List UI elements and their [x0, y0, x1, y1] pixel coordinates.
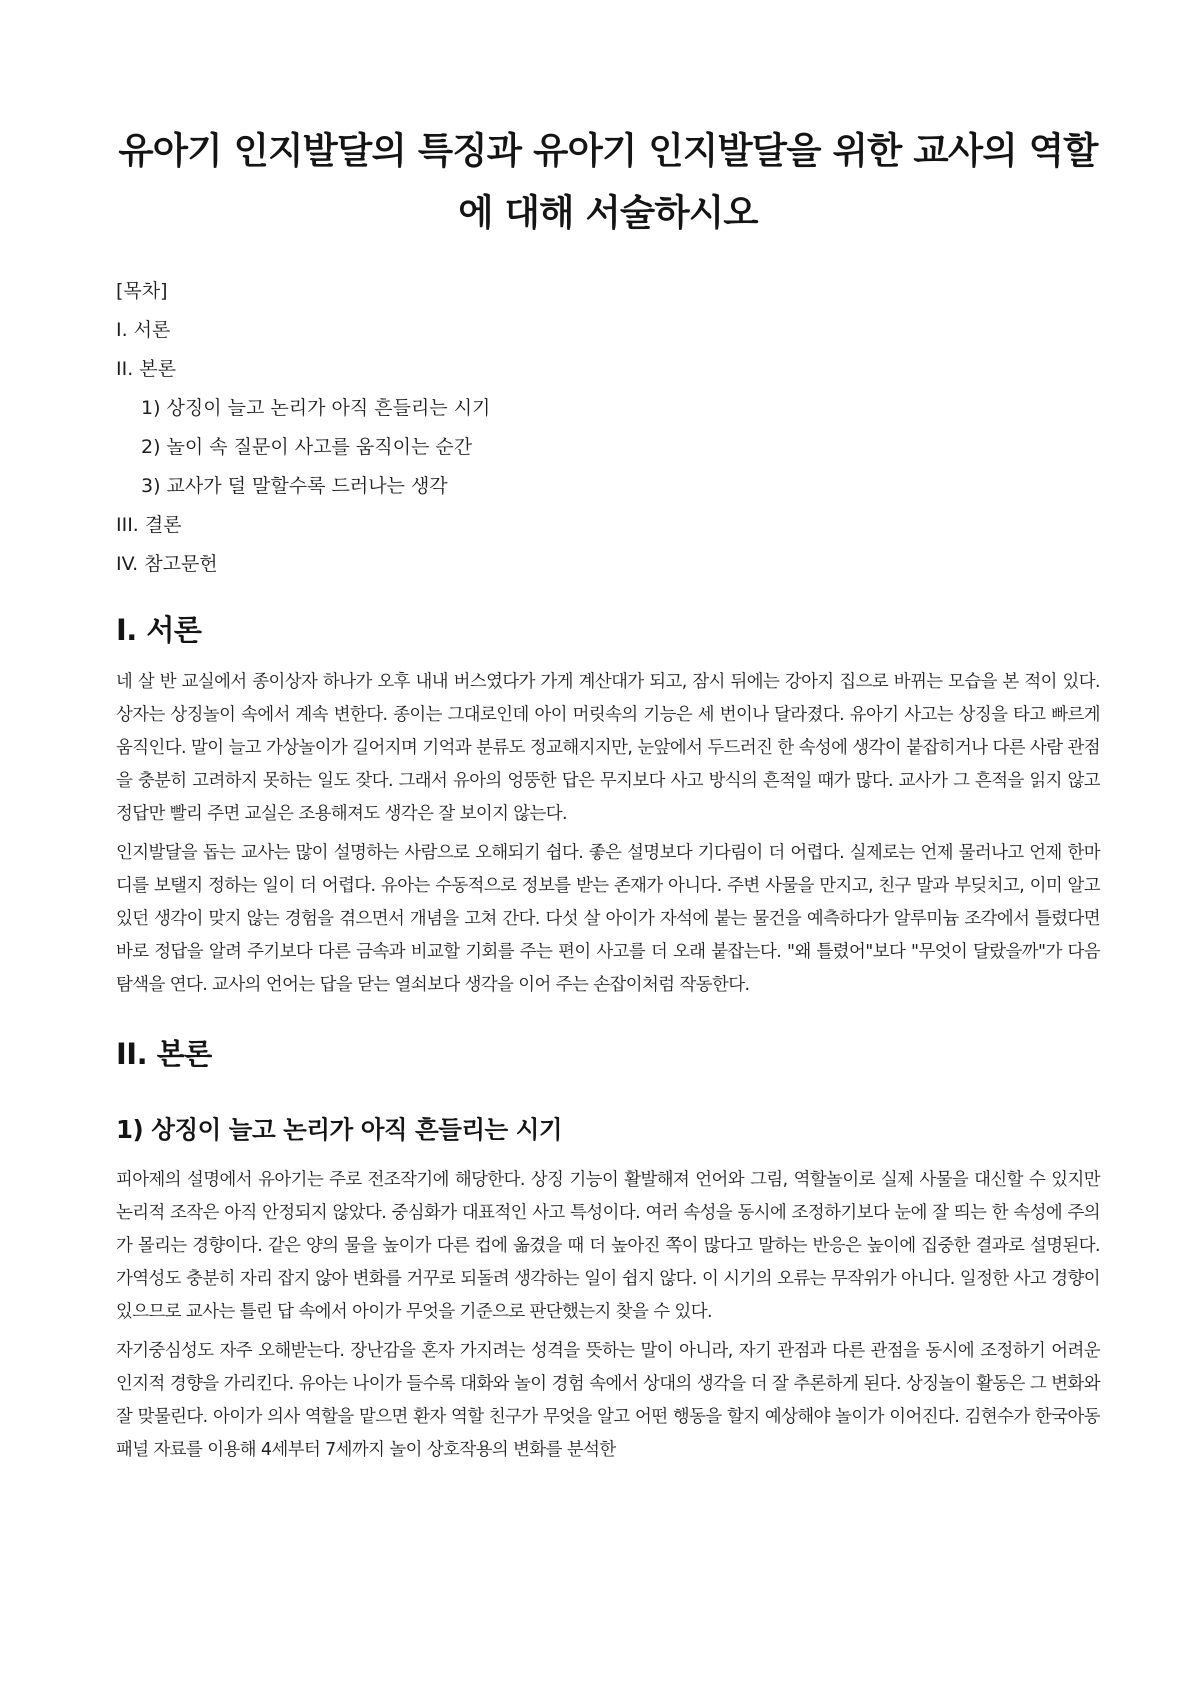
- subsection1-paragraph-1: 피아제의 설명에서 유아기는 주로 전조작기에 해당한다. 상징 기능이 활발해져 언어와 그림, 역할놀이로 실제 사물을 대신할 수 있지만 논리적 조작은 아직 안정되지 않았다. 중심화가 대표적인 사고 특성이다. 여러 속성을 동시에 조정하기보다 눈에 잘 띄는 한 속성에 주의가 몰리는 경향이다. 같은 양의 물을 높이가 다른 컵에 옮겼을 때 더 높아진 쪽이 많다고 말하는 반응은 높이에 집중한 결과로 설명된다. 가역성도 충분히 자리 잡지 않아 변화를 거꾸로 되돌려 생각하는 일이 쉽지 않다. 이 시기의 오류는 무작위가 아니다. 일정한 사고 경향이 있으므로 교사는 틀린 답 속에서 아이가 무엇을 기준으로 판단했는지 찾을 수 있다.: [116, 1170, 1100, 1322]
- toc-item-body-3: 3) 교사가 덜 말할수록 드러나는 생각: [141, 475, 448, 497]
- section-heading-body: II. 본론: [116, 1037, 212, 1071]
- toc-item-body-1: 1) 상징이 늘고 논리가 아직 흔들리는 시기: [141, 397, 491, 419]
- toc-item-body-2: 2) 놀이 속 질문이 사고를 움직이는 순간: [141, 436, 473, 458]
- table-of-contents: [116, 272, 1100, 584]
- section-heading-intro: I. 서론: [116, 613, 202, 647]
- subsection-heading-1: 1) 상징이 늘고 논리가 아직 흔들리는 시기: [116, 1115, 563, 1144]
- subsection1-paragraph-2: 자기중심성도 자주 오해받는다. 장난감을 혼자 가지려는 성격을 뜻하는 말이 아니라, 자기 관점과 다른 관점을 동시에 조정하기 어려운 인지적 경향을 가리킨다. 유아는 나이가 들수록 대화와 놀이 경험 속에서 상대의 생각을 더 잘 추론하게 된다. 상징놀이 활동은 그 변화와 잘 맞물린다. 아이가 의사 역할을 맡으면 환자 역할 친구가 무엇을 알고 어떤 행동을 할지 예상해야 놀이가 이어진다. 김현수가 한국아동패널 자료를 이용해 4세부터 7세까지 놀이 상호작용의 변화를 분석한: [116, 1341, 1100, 1460]
- toc-item-intro: I. 서론: [116, 319, 171, 341]
- intro-paragraph-2: 인지발달을 돕는 교사는 많이 설명하는 사람으로 오해되기 쉽다. 좋은 설명보다 기다림이 더 어렵다. 실제로는 언제 물러나고 언제 한마디를 보탤지 정하는 일이 더 어렵다. 유아는 수동적으로 정보를 받는 존재가 아니다. 주변 사물을 만지고, 친구 말과 부딪치고, 이미 알고 있던 생각이 맞지 않는 경험을 겪으면서 개념을 고쳐 간다. 다섯 살 아이가 자석에 붙는 물건을 예측하다가 알루미늄 조각에서 틀렸다면 바로 정답을 알려 주기보다 다른 금속과 비교할 기회를 주는 편이 사고를 더 오래 붙잡는다. "왜 틀렸어"보다 "무엇이 달랐을까"가 다음 탐색을 연다. 교사의 언어는 답을 닫는 열쇠보다 생각을 이어 주는 손잡이처럼 작동한다.: [116, 843, 1100, 995]
- toc-item-body: II. 본론: [116, 358, 176, 380]
- toc-label: [목차]: [116, 280, 168, 302]
- toc-item-references: IV. 참고문헌: [116, 553, 218, 575]
- toc-item-conclusion: III. 결론: [116, 514, 182, 536]
- intro-paragraph-1: 네 살 반 교실에서 종이상자 하나가 오후 내내 버스였다가 가게 계산대가 되고, 잠시 뒤에는 강아지 집으로 바뀌는 모습을 본 적이 있다. 상자는 상징놀이 속에서 계속 변한다. 종이는 그대로인데 아이 머릿속의 기능은 세 번이나 달라졌다. 유아기 사고는 상징을 타고 빠르게 움직인다. 말이 늘고 가상놀이가 길어지며 기억과 분류도 정교해지지만, 눈앞에서 두드러진 한 속성에 생각이 붙잡히거나 다른 사람 관점을 충분히 고려하지 못하는 일도 잦다. 그래서 유아의 엉뚱한 답은 무지보다 사고 방식의 흔적일 때가 많다. 교사가 그 흔적을 읽지 않고 정답만 빨리 주면 교실은 조용해져도 생각은 잘 보이지 않는다.: [116, 672, 1100, 824]
- document-title: 유아기 인지발달의 특징과 유아기 인지발달을 위한 교사의 역할에 대해 서술하시오: [118, 129, 1098, 234]
